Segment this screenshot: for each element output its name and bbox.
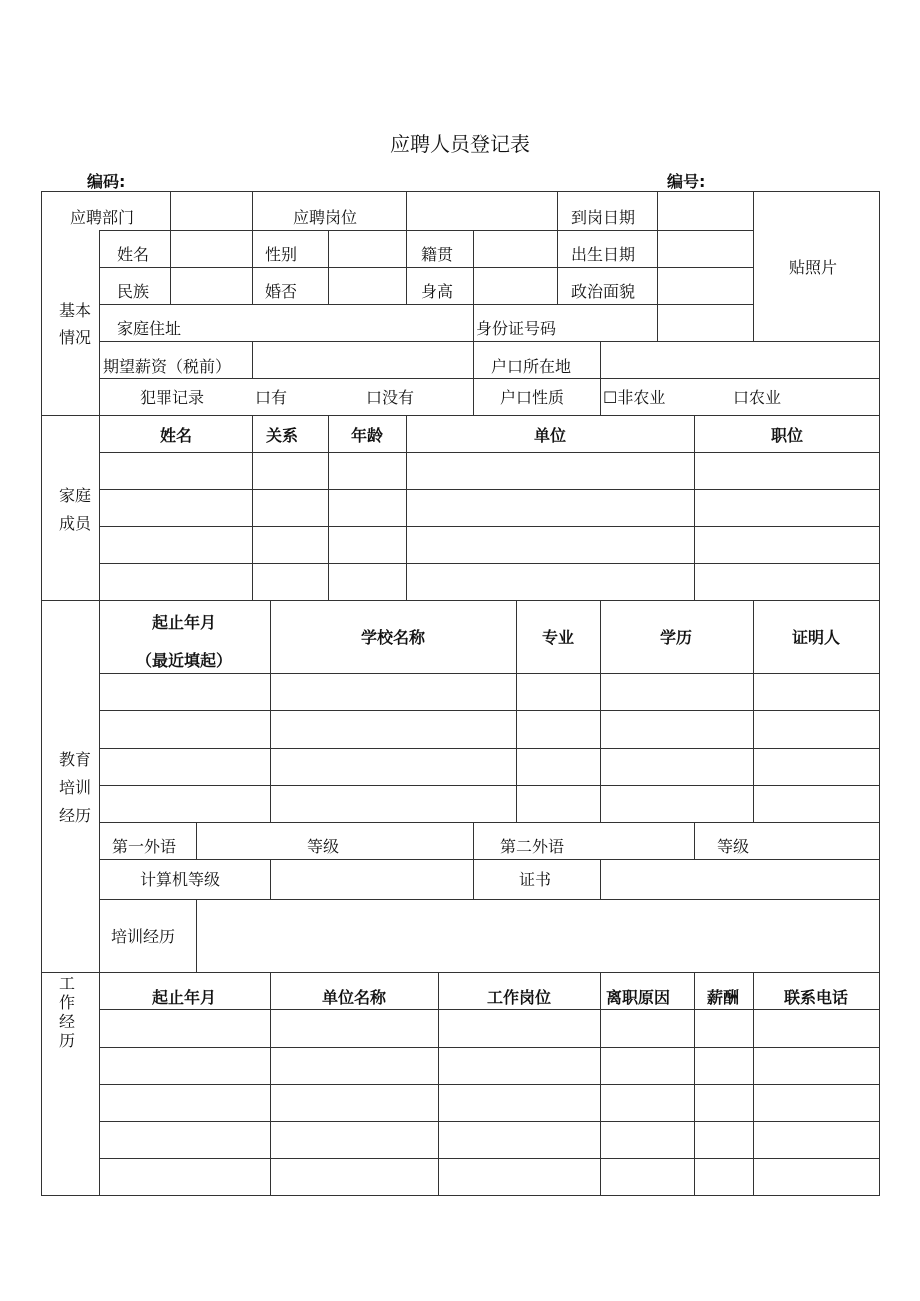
code-label: 编码: — [87, 172, 126, 191]
work-section-label-3: 经 — [59, 1012, 76, 1031]
education-section-label-1: 教育 — [59, 750, 92, 769]
edu-period-header: 起止年月 — [151, 613, 217, 632]
family-header-age: 年龄 — [350, 426, 384, 445]
edu-header-school: 学校名称 — [360, 628, 426, 647]
basic-section-label-1: 基本 — [59, 301, 92, 320]
marital-label: 婚否 — [265, 282, 298, 301]
criminal-yes-option[interactable]: 口有 — [255, 388, 288, 407]
work-section-label-1: 工 — [59, 974, 76, 993]
work-header-salary: 薪酬 — [706, 988, 740, 1007]
political-label: 政治面貌 — [571, 282, 636, 301]
salary-label: 期望薪资（税前） — [103, 357, 232, 376]
certificate-label: 证书 — [519, 870, 552, 889]
hukou-type-label: 户口性质 — [500, 388, 565, 407]
agri-option[interactable]: 口农业 — [733, 388, 782, 407]
number-label: 编号: — [667, 172, 706, 191]
edu-period-note: （最近填起） — [135, 651, 233, 670]
registration-form — [41, 191, 880, 1196]
criminal-label: 犯罪记录 — [140, 388, 205, 407]
criminal-no-option[interactable]: 口没有 — [366, 388, 415, 407]
position-label: 应聘岗位 — [293, 208, 358, 227]
edu-header-referee: 证明人 — [791, 628, 841, 647]
address-label: 家庭住址 — [117, 319, 182, 338]
gender-label: 性别 — [265, 245, 298, 264]
edu-header-major: 专业 — [541, 628, 575, 647]
work-header-position: 工作岗位 — [486, 988, 552, 1007]
hukou-location-label: 户口所在地 — [491, 357, 572, 376]
id-number-label: 身份证号码 — [476, 319, 557, 338]
basic-section-label-2: 情况 — [59, 328, 92, 347]
family-section-label-2: 成员 — [59, 514, 92, 533]
work-header-period: 起止年月 — [151, 988, 217, 1007]
family-header-name: 姓名 — [159, 426, 193, 445]
education-section-label-3: 经历 — [59, 806, 92, 825]
second-language-label: 第二外语 — [500, 837, 565, 856]
height-label: 身高 — [421, 282, 454, 301]
first-language-label: 第一外语 — [112, 837, 177, 856]
non-agri-option[interactable]: ☐非农业 — [603, 388, 666, 407]
edu-header-degree: 学历 — [659, 628, 693, 647]
family-header-relation: 关系 — [265, 426, 299, 445]
start-date-label: 到岗日期 — [571, 208, 636, 227]
family-header-title: 职位 — [770, 426, 804, 445]
work-header-reason: 离职原因 — [605, 988, 671, 1007]
birth-date-label: 出生日期 — [571, 245, 636, 264]
dept-label: 应聘部门 — [70, 208, 135, 227]
name-label: 姓名 — [117, 245, 150, 264]
native-place-label: 籍贯 — [421, 245, 454, 264]
first-language-level-label: 等级 — [307, 837, 340, 856]
work-section-label-4: 历 — [59, 1031, 76, 1050]
computer-level-label: 计算机等级 — [140, 870, 221, 889]
work-header-phone: 联系电话 — [783, 988, 849, 1007]
education-section-label-2: 培训 — [59, 778, 92, 797]
second-language-level-label: 等级 — [717, 837, 750, 856]
family-header-employer: 单位 — [533, 426, 567, 445]
photo-label: 贴照片 — [789, 258, 838, 277]
ethnicity-label: 民族 — [117, 282, 150, 301]
training-label: 培训经历 — [111, 927, 176, 946]
family-section-label-1: 家庭 — [59, 486, 92, 505]
work-header-employer: 单位名称 — [321, 988, 387, 1007]
work-section-label-2: 作 — [59, 993, 76, 1012]
page-title: 应聘人员登记表 — [390, 132, 530, 156]
